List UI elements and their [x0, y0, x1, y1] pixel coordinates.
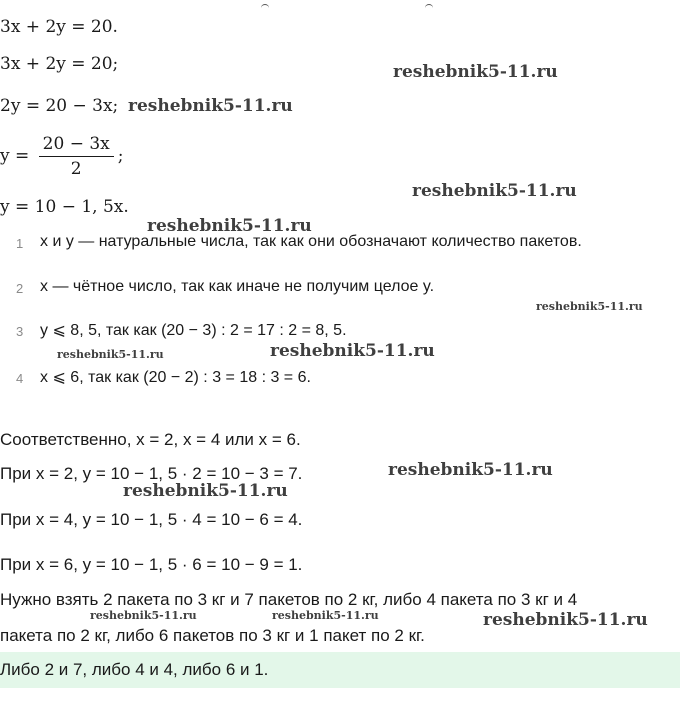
- list-item-2: x — чётное число, так как иначе не получим целое y.: [40, 278, 435, 295]
- watermark: reshebnik5-11.ru: [412, 181, 577, 201]
- watermark: reshebnik5-11.ru: [393, 62, 558, 82]
- accordingly-line: Соответственно, x = 2, x = 4 или x = 6.: [0, 430, 301, 449]
- watermark: reshebnik5-11.ru: [147, 216, 312, 236]
- equation-4-lhs: y =: [0, 146, 30, 166]
- answer-text: Либо 2 и 7, либо 4 и 4, либо 6 и 1.: [0, 660, 269, 679]
- watermark: reshebnik5-11.ru: [272, 609, 379, 622]
- case-x2: При x = 2, y = 10 − 1, 5 · 2 = 10 − 3 = 7.: [0, 464, 303, 483]
- watermark: reshebnik5-11.ru: [388, 460, 553, 480]
- watermark: reshebnik5-11.ru: [123, 481, 288, 501]
- watermark: reshebnik5-11.ru: [536, 300, 643, 313]
- equation-4-denominator: 2: [70, 159, 82, 179]
- equation-4-numerator: 20 − 3x: [39, 134, 114, 157]
- case-x4: При x = 4, y = 10 − 1, 5 · 4 = 10 − 6 = 4.: [0, 510, 303, 529]
- list-marker-2: 2: [16, 281, 24, 296]
- watermark: reshebnik5-11.ru: [57, 348, 164, 361]
- equation-4-fraction: [39, 134, 114, 179]
- top-edge-marks: [255, 0, 435, 10]
- list-marker-1: 1: [16, 236, 24, 251]
- watermark: reshebnik5-11.ru: [128, 96, 293, 116]
- list-item-1: x и y — натуральные числа, так как они обозначают количество пакетов.: [40, 233, 582, 250]
- list-marker-4: 4: [16, 371, 24, 386]
- case-x6: При x = 6, y = 10 − 1, 5 · 6 = 10 − 9 = 1.: [0, 555, 303, 574]
- list-item-4: x ⩽ 6, так как (20 − 2) : 3 = 18 : 3 = 6.: [40, 369, 311, 386]
- equation-4: [0, 134, 124, 179]
- list-item-3: y ⩽ 8, 5, так как (20 − 3) : 2 = 17 : 2 = 8, 5.: [40, 322, 347, 339]
- conclusion-line-2: пакета по 2 кг, либо 6 пакетов по 3 кг и 1 пакет по 2 кг.: [0, 626, 425, 645]
- equation-3: 2y = 20 − 3x;: [0, 96, 119, 116]
- conclusion-line-1: Нужно взять 2 пакета по 3 кг и 7 пакетов по 2 кг, либо 4 пакета по 3 кг и 4: [0, 590, 578, 609]
- equation-2: 3x + 2y = 20;: [0, 54, 119, 74]
- answer-box: [0, 652, 680, 688]
- watermark: reshebnik5-11.ru: [90, 609, 197, 622]
- equation-4-tail: ;: [117, 146, 124, 166]
- equation-5: y = 10 − 1, 5x.: [0, 197, 129, 217]
- equation-1: 3x + 2y = 20.: [0, 17, 118, 37]
- list-marker-3: 3: [16, 324, 24, 339]
- watermark: reshebnik5-11.ru: [483, 610, 648, 630]
- watermark: reshebnik5-11.ru: [270, 341, 435, 361]
